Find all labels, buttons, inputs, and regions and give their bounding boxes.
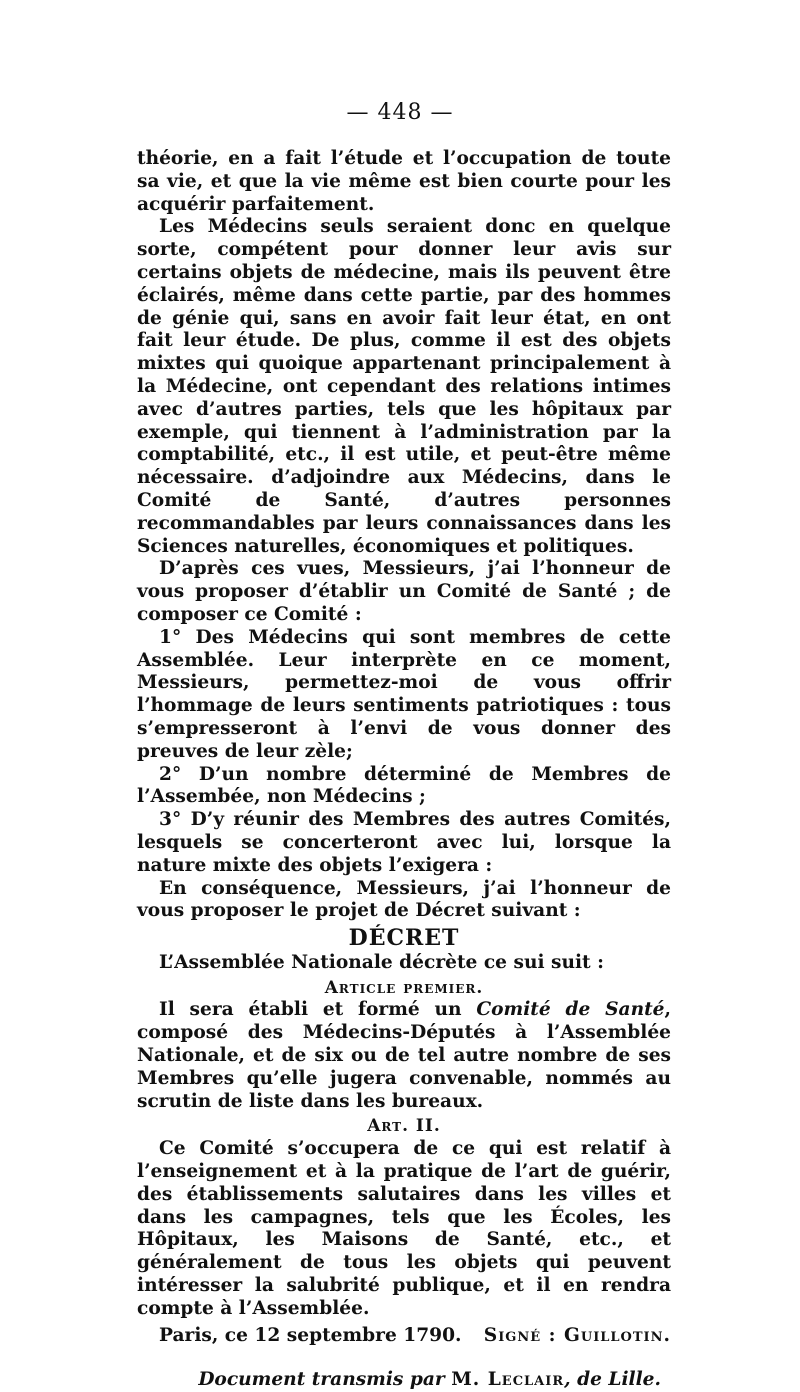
source-author: M. Leclair <box>451 1369 565 1391</box>
article-text-part: Il sera établi et formé un <box>159 999 477 1021</box>
article-heading: Art. II. <box>367 1116 441 1137</box>
article-text-part: , composé des Médecins-Députés à l’Assemblée Nationale, et de six ou de tel autre nombre de ses Membres qu’elle jugera convenable, nommés au scrutin de liste dans les bureaux. <box>137 999 671 1112</box>
document-body <box>137 148 671 1392</box>
paragraph: Les Médecins seuls seraient donc en quelque sorte, compétent pour donner leur avis sur certains objets de médecine, mais ils peuvent être éclairés, même dans cette partie, par des hommes de génie qui, sans en avoir fait leur état, en ont fait leur étude. De plus, comme il est des objets mixtes qui quoique appartenant principalement à la Médecine, ont cependant des relations intimes avec d’autres parties, tels que les hôpitaux par exemple, qui tiennent à l’administration par la comptabilité, etc., il est utile, et peut-être même nécessaire. d’adjoindre aux Médecins, dans le Comité de Santé, d’autres personnes recommandables par leurs connaissances dans les Sciences naturelles, économiques et politiques. <box>137 216 671 557</box>
decret-title: DÉCRET <box>348 925 460 952</box>
source-suffix: , de Lille. <box>564 1369 661 1391</box>
source-note <box>137 1369 671 1392</box>
paragraph: théorie, en a fait l’étude et l’occupation de toute sa vie, et que la vie même est bien courte pour les acquérir parfaitement. <box>137 148 671 215</box>
list-item: 2° D’un nombre déterminé de Membres de l’Assembée, non Médecins ; <box>137 763 671 808</box>
source-prefix: Document transmis par <box>198 1369 452 1391</box>
article-text <box>137 999 671 1113</box>
article-text: Ce Comité s’occupera de ce qui est relatif à l’enseignement et à la pratique de l’art de guérir, des établissements salutaires dans les villes et dans les campagnes, tels que les Écoles, les Hôpitaux, les Maisons de Santé, etc., et généralement de tous les objets qui peuvent intéresser la salubrité publique, et il en rendra compte à l’Assemblée. <box>137 1138 671 1319</box>
article-heading: Article premier. <box>324 977 484 998</box>
signature-line <box>137 1325 671 1348</box>
list-item: 3° D’y réunir des Membres des autres Comités, lesquels se concerteront avec lui, lorsque la nature mixte des objets l’exigera : <box>137 809 671 876</box>
signature: Signé : Guillotin. <box>483 1324 671 1346</box>
committee-name: Comité de Santé <box>476 999 665 1021</box>
place-date: Paris, ce 12 septembre 1790. <box>159 1324 462 1346</box>
page-number: — 448 — <box>346 100 454 125</box>
paragraph: En conséquence, Messieurs, j’ai l’honneur de vous proposer le projet de Décret suivant : <box>137 877 671 922</box>
paragraph: D’après ces vues, Messieurs, j’ai l’honneur de vous proposer d’établir un Comité de Santé ; de composer ce Comité : <box>137 558 671 625</box>
list-item: 1° Des Médecins qui sont membres de cette Assemblée. Leur interprète en ce moment, Messieurs, permettez-moi de vous offrir l’hommage de leurs sentiments patriotiques : tous s’empresseront à l’envi de vous donner des preuves de leur zèle; <box>137 626 671 762</box>
decret-intro: L’Assemblée Nationale décrète ce sui suit : <box>159 951 604 973</box>
